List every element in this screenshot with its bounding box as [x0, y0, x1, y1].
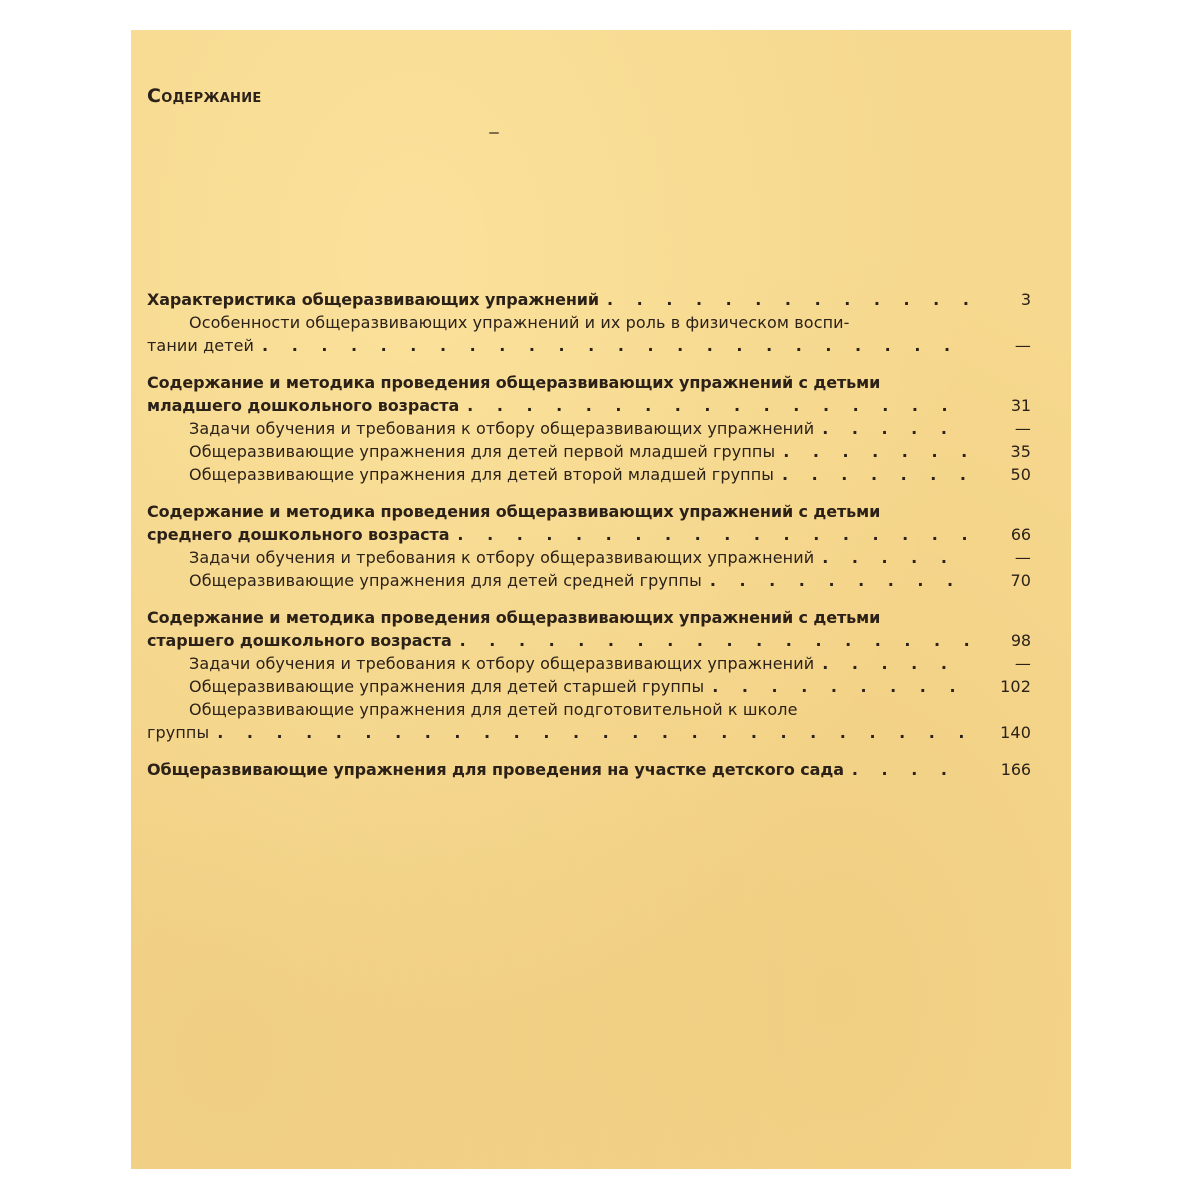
- toc-entry-text: Содержание и методика проведения общеразвивающих упражнений с детьми: [147, 608, 881, 627]
- leader-dots: [702, 569, 971, 592]
- toc-page-number: 3: [1020, 290, 1031, 309]
- leader-dots: [452, 629, 971, 652]
- toc-entry-subsection: [147, 546, 1031, 569]
- toc-entry-text: Задачи обучения и требования к отбору общеразвивающих упражнений: [189, 419, 815, 438]
- toc-entry-text: Задачи обучения и требования к отбору общеразвивающих упражнений: [189, 654, 815, 673]
- toc-entry-text: старшего дошкольного возраста: [147, 631, 452, 650]
- toc-entry-heading: [147, 288, 1031, 311]
- leader-dots: [449, 523, 971, 546]
- leader-dots: [599, 288, 971, 311]
- toc-entry-subsection: [147, 463, 1031, 486]
- leader-dots: [704, 675, 971, 698]
- leader-dots: [814, 546, 971, 569]
- leader-dots: [774, 463, 971, 486]
- toc-page-number: 66: [1010, 525, 1031, 544]
- toc-entry-text: Особенности общеразвивающих упражнений и их роль в физическом воспи-: [189, 313, 850, 332]
- leader-dots: [814, 652, 971, 675]
- toc-page-number: —: [1014, 336, 1031, 355]
- toc-entry-subsection: [147, 675, 1031, 698]
- print-speck: [489, 132, 499, 134]
- toc-entry-text: тании детей: [147, 336, 255, 355]
- leader-dots: [209, 721, 971, 744]
- toc-entry-heading: [147, 606, 1031, 652]
- toc-entry-text: Характеристика общеразвивающих упражнений: [147, 290, 600, 309]
- toc-entry-text: группы: [147, 723, 210, 742]
- leader-dots: [254, 334, 971, 357]
- toc-page-number: 140: [1000, 723, 1031, 742]
- leader-dots: [844, 758, 971, 781]
- toc-page-number: —: [1014, 654, 1031, 673]
- toc-page-number: 102: [1000, 677, 1031, 696]
- leader-dots: [459, 394, 971, 417]
- toc-page-number: 70: [1010, 571, 1031, 590]
- toc-page-number: 50: [1010, 465, 1031, 484]
- leader-dots: [814, 417, 971, 440]
- toc-entry-text: Общеразвивающие упражнения для детей подготовительной к школе: [189, 700, 798, 719]
- toc-entry-subsection: [147, 417, 1031, 440]
- toc-entry-subsection: [147, 698, 1031, 744]
- toc-entry-heading: [147, 758, 1031, 781]
- toc-entry-heading: [147, 500, 1031, 546]
- toc-page-number: —: [1014, 419, 1031, 438]
- toc-entry-subsection: [147, 440, 1031, 463]
- toc-entry-heading: [147, 371, 1031, 417]
- toc-entry-subsection: [147, 652, 1031, 675]
- toc-entry-text: среднего дошкольного возраста: [147, 525, 450, 544]
- toc-entry-text: Общеразвивающие упражнения для детей средней группы: [189, 571, 702, 590]
- toc-entry-text: Задачи обучения и требования к отбору общеразвивающих упражнений: [189, 548, 815, 567]
- toc-entry-subsection: [147, 569, 1031, 592]
- leader-dots: [775, 440, 971, 463]
- toc-page-number: 31: [1010, 396, 1031, 415]
- toc-entry-text: Общеразвивающие упражнения для детей первой младшей группы: [189, 442, 776, 461]
- toc-page-number: —: [1014, 548, 1031, 567]
- toc-entry-text: младшего дошкольного возраста: [147, 396, 460, 415]
- table-of-contents: [147, 288, 1031, 781]
- toc-page-number: 35: [1010, 442, 1031, 461]
- toc-page-number: 98: [1010, 631, 1031, 650]
- toc-entry-text: Общеразвивающие упражнения для проведения на участке детского сада: [147, 760, 844, 779]
- toc-page-number: 166: [1000, 760, 1031, 779]
- page-title: Содержание: [147, 85, 262, 107]
- toc-entry-text: Содержание и методика проведения общеразвивающих упражнений с детьми: [147, 373, 881, 392]
- toc-entry-subsection: [147, 311, 1031, 357]
- toc-entry-text: Общеразвивающие упражнения для детей старшей группы: [189, 677, 705, 696]
- book-page: [131, 30, 1071, 1169]
- toc-entry-text: Содержание и методика проведения общеразвивающих упражнений с детьми: [147, 502, 881, 521]
- toc-entry-text: Общеразвивающие упражнения для детей второй младшей группы: [189, 465, 774, 484]
